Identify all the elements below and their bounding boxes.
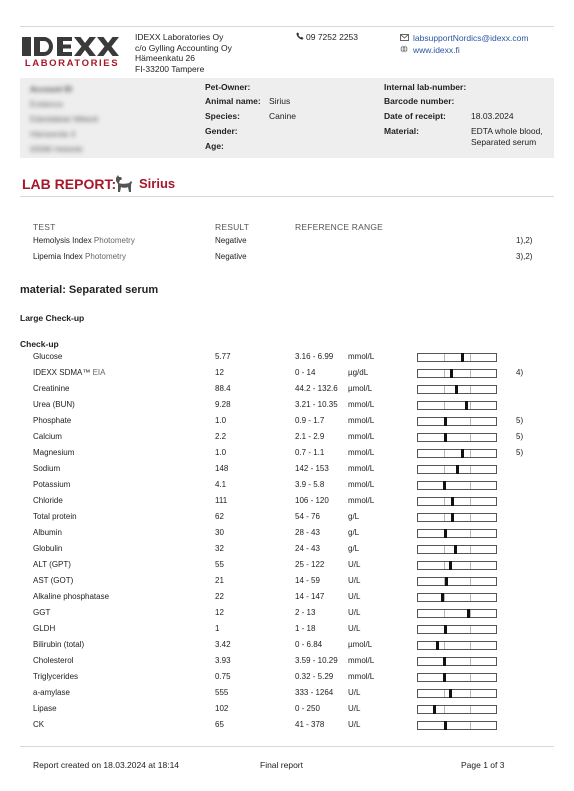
test-result: 9.28: [215, 400, 231, 409]
result-marker: [445, 577, 448, 586]
test-name: Chloride: [33, 496, 63, 505]
result-row: [0, 384, 574, 396]
test-reference-range: 3.16 - 6.99: [295, 352, 334, 361]
result-row: [0, 400, 574, 412]
test-unit: U/L: [348, 688, 361, 697]
email-link[interactable]: labsupportNordics@idexx.com: [413, 33, 529, 43]
result-marker: [456, 465, 459, 474]
result-row: [0, 432, 574, 444]
test-unit: mmol/L: [348, 416, 375, 425]
phone-number: 09 7252 2253: [306, 32, 358, 42]
range-bar: [417, 545, 497, 554]
range-tick: [444, 642, 445, 649]
test-result: 2.2: [215, 432, 227, 441]
report-status: Final report: [260, 760, 303, 770]
test-unit: µmol/L: [348, 384, 373, 393]
result-row: [0, 496, 574, 508]
range-tick: [470, 722, 471, 729]
result-marker: [449, 561, 452, 570]
range-tick: [444, 514, 445, 521]
result-row: [0, 640, 574, 652]
test-result: 148: [215, 464, 229, 473]
lab-address: [135, 32, 232, 74]
species-label: Species:: [205, 111, 240, 121]
range-bar: [417, 561, 497, 570]
test-result: 12: [215, 368, 224, 377]
account-address-redacted: [30, 82, 98, 157]
test-unit: U/L: [348, 560, 361, 569]
test-footnote: 5): [516, 416, 524, 425]
range-tick: [444, 450, 445, 457]
test-result: 111: [215, 496, 228, 505]
test-unit: mmol/L: [348, 480, 375, 489]
test-result: 3.93: [215, 656, 231, 665]
test-name: Calcium: [33, 432, 62, 441]
test-result: 30: [215, 528, 224, 537]
range-tick: [470, 386, 471, 393]
test-result: 55: [215, 560, 224, 569]
test-name: Sodium: [33, 464, 61, 473]
mail-icon: [400, 32, 413, 44]
range-tick: [444, 386, 445, 393]
test-method: EIA: [92, 368, 106, 377]
range-bar: [417, 705, 497, 714]
test-unit: mmol/L: [348, 432, 375, 441]
test-result: 88.4: [215, 384, 231, 393]
result-row: [0, 416, 574, 428]
test-unit: U/L: [348, 608, 361, 617]
range-tick: [470, 450, 471, 457]
result-marker: [449, 689, 452, 698]
test-unit: µg/dL: [348, 368, 369, 377]
test-name: a-amylase: [33, 688, 70, 697]
receipt-date-value: 18.03.2024: [471, 111, 514, 121]
range-tick: [444, 690, 445, 697]
range-bar: [417, 465, 497, 474]
range-bar: [417, 529, 497, 538]
test-name: GGT: [33, 608, 51, 617]
col-result-header: RESULT: [215, 222, 250, 232]
test-name: Phosphate: [33, 416, 72, 425]
lab-contact: [400, 32, 528, 56]
address-line: IDEXX Laboratories Oy: [135, 32, 224, 42]
test-name: ALT (GPT): [33, 560, 71, 569]
test-result: 102: [215, 704, 229, 713]
range-tick: [470, 690, 471, 697]
section-checkup: Check-up: [20, 339, 59, 349]
test-reference-range: 41 - 378: [295, 720, 325, 729]
address-line: Hämeenkatu 26: [135, 53, 196, 63]
test-reference-range: 0.32 - 5.29: [295, 672, 334, 681]
result-marker: [443, 673, 446, 682]
range-bar: [417, 481, 497, 490]
patient-info-block: [20, 78, 554, 158]
account-id: Account ID: [30, 85, 73, 94]
test-reference-range: 25 - 122: [295, 560, 325, 569]
result-marker: [451, 513, 454, 522]
test-result: 65: [215, 720, 224, 729]
test-unit: mmol/L: [348, 464, 375, 473]
range-bar: [417, 721, 497, 730]
address-line: FI-33200 Tampere: [135, 63, 205, 74]
test-name: Magnesium: [33, 448, 75, 457]
result-row: [0, 656, 574, 668]
test-reference-range: 14 - 147: [295, 592, 325, 601]
test-reference-range: 142 - 153: [295, 464, 329, 473]
test-result: 21: [215, 576, 224, 585]
range-bar: [417, 369, 497, 378]
result-row: [0, 512, 574, 524]
result-marker: [444, 417, 447, 426]
result-marker: [461, 353, 464, 362]
result-marker: [444, 529, 447, 538]
result-marker: [461, 449, 464, 458]
range-tick: [470, 626, 471, 633]
result-row: [0, 464, 574, 476]
range-tick: [470, 610, 471, 617]
range-tick: [444, 610, 445, 617]
result-row: [0, 368, 574, 380]
test-result: 555: [215, 688, 229, 697]
test-result: 32: [215, 544, 224, 553]
test-name: Cholesterol: [33, 656, 74, 665]
test-reference-range: 2 - 13: [295, 608, 316, 617]
test-method: Photometry: [85, 252, 126, 261]
address-line: c/o Gylling Accounting Oy: [135, 42, 232, 53]
test-unit: mmol/L: [348, 400, 375, 409]
range-tick: [444, 370, 445, 377]
result-marker: [455, 385, 458, 394]
phone-icon: [296, 32, 306, 42]
report-pet-name: Sirius: [139, 176, 176, 191]
test-reference-range: 0.9 - 1.7: [295, 416, 325, 425]
range-tick: [470, 370, 471, 377]
test-name: Lipase: [33, 704, 57, 713]
result-row: [0, 592, 574, 604]
result-row: [0, 448, 574, 460]
result-row: [0, 576, 574, 588]
test-result: 4.1: [215, 480, 227, 489]
range-tick: [470, 482, 471, 489]
test-unit: µmol/L: [348, 640, 373, 649]
species-value: Canine: [269, 111, 296, 121]
range-tick: [444, 466, 445, 473]
result-marker: [444, 721, 447, 730]
gender-label: Gender:: [205, 126, 238, 136]
lab-report-title: LAB REPORT:: [22, 176, 117, 192]
test-unit: U/L: [348, 592, 361, 601]
result-marker: [444, 625, 447, 634]
test-name: Globulin: [33, 544, 63, 553]
result-marker: [441, 593, 444, 602]
test-unit: U/L: [348, 720, 361, 729]
test-name: Total protein: [33, 512, 77, 521]
material-line: Separated serum: [471, 137, 537, 147]
range-tick: [470, 530, 471, 537]
pet-owner-label: Pet-Owner:: [205, 82, 251, 92]
test-result: 5.77: [215, 352, 231, 361]
test-unit: U/L: [348, 576, 361, 585]
website-link[interactable]: www.idexx.fi: [413, 45, 460, 55]
test-name: Alkaline phosphatase: [33, 592, 110, 601]
test-result: 3.42: [215, 640, 231, 649]
test-unit: mmol/L: [348, 672, 375, 681]
range-tick: [470, 498, 471, 505]
test-unit: g/L: [348, 512, 360, 521]
range-bar: [417, 609, 497, 618]
lab-phone: [296, 32, 358, 42]
result-row: [0, 688, 574, 700]
result-marker: [467, 609, 470, 618]
index-row: [0, 236, 574, 248]
test-reference-range: 54 - 76: [295, 512, 320, 521]
material-title: material: Separated serum: [20, 284, 159, 296]
range-tick: [470, 434, 471, 441]
test-reference-range: 3.21 - 10.35: [295, 400, 338, 409]
range-tick: [470, 658, 471, 665]
dog-icon: [113, 174, 135, 192]
test-reference-range: 3.59 - 10.29: [295, 656, 338, 665]
top-divider: [20, 26, 554, 27]
test-reference-range: 0 - 250: [295, 704, 320, 713]
test-name: Creatinine: [33, 384, 70, 393]
result-row: [0, 672, 574, 684]
test-result: 12: [215, 608, 224, 617]
material-line: EDTA whole blood,: [471, 126, 543, 136]
lab-number-label: Internal lab-number:: [384, 82, 467, 92]
account-line: Hämeentie 4: [30, 130, 76, 139]
range-tick: [444, 562, 445, 569]
account-line: Eläinlääkäri Mikkeli: [30, 115, 99, 124]
result-marker: [444, 433, 447, 442]
test-reference-range: 14 - 59: [295, 576, 320, 585]
test-result: 1: [215, 624, 220, 633]
material-label: Material:: [384, 126, 419, 136]
test-name: Lipemia Index Photometry: [33, 252, 126, 261]
range-bar: [417, 497, 497, 506]
test-unit: g/L: [348, 544, 360, 553]
test-result: Negative: [215, 236, 247, 245]
test-reference-range: 3.9 - 5.8: [295, 480, 325, 489]
index-row: [0, 252, 574, 264]
range-tick: [470, 546, 471, 553]
result-marker: [450, 369, 453, 378]
test-result: 1.0: [215, 416, 227, 425]
test-name: Albumin: [33, 528, 62, 537]
range-tick: [444, 706, 445, 713]
test-reference-range: 0 - 14: [295, 368, 316, 377]
test-name: Potassium: [33, 480, 71, 489]
range-bar: [417, 513, 497, 522]
result-row: [0, 528, 574, 540]
range-tick: [470, 562, 471, 569]
result-marker: [433, 705, 436, 714]
test-result: 62: [215, 512, 224, 521]
range-bar: [417, 689, 497, 698]
col-test-header: TEST: [33, 222, 56, 232]
test-footnote: 5): [516, 432, 524, 441]
test-unit: U/L: [348, 704, 361, 713]
result-marker: [443, 481, 446, 490]
material-value: [471, 126, 543, 148]
range-bar: [417, 577, 497, 586]
test-unit: mmol/L: [348, 496, 375, 505]
test-reference-range: 2.1 - 2.9: [295, 432, 325, 441]
range-tick: [470, 642, 471, 649]
result-marker: [454, 545, 457, 554]
test-name: CK: [33, 720, 45, 729]
test-reference-range: 1 - 18: [295, 624, 316, 633]
test-name: Glucose: [33, 352, 63, 361]
test-reference-range: 28 - 43: [295, 528, 320, 537]
range-tick: [470, 594, 471, 601]
result-row: [0, 720, 574, 732]
range-bar: [417, 353, 497, 362]
test-name: GLDH: [33, 624, 56, 633]
test-result: 22: [215, 592, 224, 601]
col-reference-header: REFERENCE RANGE: [295, 222, 384, 232]
test-reference-range: 0.7 - 1.1: [295, 448, 325, 457]
receipt-date-label: Date of receipt:: [384, 111, 446, 121]
test-name: IDEXX SDMA™ EIA: [33, 368, 106, 377]
result-marker: [443, 657, 446, 666]
test-reference-range: 0 - 6.84: [295, 640, 323, 649]
test-name: Triglycerides: [33, 672, 79, 681]
age-label: Age:: [205, 141, 224, 151]
test-unit: mmol/L: [348, 352, 375, 361]
range-bar: [417, 401, 497, 410]
account-line: 00580 Helsinki: [30, 145, 83, 154]
range-tick: [444, 546, 445, 553]
test-result: Negative: [215, 252, 247, 261]
test-name: Hemolysis Index Photometry: [33, 236, 135, 245]
range-tick: [470, 514, 471, 521]
result-row: [0, 544, 574, 556]
test-reference-range: 24 - 43: [295, 544, 320, 553]
test-unit: U/L: [348, 624, 361, 633]
range-tick: [444, 498, 445, 505]
result-marker: [451, 497, 454, 506]
result-row: [0, 624, 574, 636]
test-unit: mmol/L: [348, 656, 375, 665]
range-bar: [417, 593, 497, 602]
range-tick: [470, 418, 471, 425]
range-tick: [444, 354, 445, 361]
range-bar: [417, 673, 497, 682]
range-tick: [444, 402, 445, 409]
idexx-logo-mark: [22, 36, 122, 58]
result-row: [0, 480, 574, 492]
test-reference-range: 333 - 1264: [295, 688, 334, 697]
test-name: Urea (BUN): [33, 400, 75, 409]
range-bar: [417, 385, 497, 394]
range-bar: [417, 657, 497, 666]
range-tick: [470, 706, 471, 713]
range-tick: [470, 674, 471, 681]
result-row: [0, 704, 574, 716]
test-name: AST (GOT): [33, 576, 74, 585]
result-row: [0, 352, 574, 364]
range-bar: [417, 433, 497, 442]
globe-icon: [400, 44, 413, 56]
test-result: 1.0: [215, 448, 227, 457]
barcode-label: Barcode number:: [384, 96, 455, 106]
result-marker: [465, 401, 468, 410]
result-marker: [436, 641, 439, 650]
section-large-checkup: Large Check-up: [20, 313, 85, 323]
range-bar: [417, 417, 497, 426]
page-number: Page 1 of 3: [461, 760, 505, 770]
account-line: Evidence: [30, 100, 63, 109]
range-tick: [470, 354, 471, 361]
test-reference-range: 44.2 - 132.6: [295, 384, 338, 393]
range-tick: [470, 578, 471, 585]
report-created: Report created on 18.03.2024 at 18:14: [33, 760, 180, 770]
title-divider: [20, 196, 554, 197]
result-row: [0, 608, 574, 620]
animal-name-label: Animal name:: [205, 96, 261, 106]
animal-name-value: Sirius: [269, 96, 291, 106]
footer-divider: [20, 746, 554, 747]
range-bar: [417, 625, 497, 634]
range-bar: [417, 449, 497, 458]
idexx-logo: [22, 36, 122, 70]
test-footnote: 3),2): [516, 252, 533, 261]
range-bar: [417, 641, 497, 650]
test-footnote: 4): [516, 368, 524, 377]
test-footnote: 5): [516, 448, 524, 457]
test-reference-range: 106 - 120: [295, 496, 329, 505]
test-unit: g/L: [348, 528, 360, 537]
test-footnote: 1),2): [516, 236, 533, 245]
test-unit: mmol/L: [348, 448, 375, 457]
test-result: 0.75: [215, 672, 231, 681]
result-row: [0, 560, 574, 572]
test-name: Bilirubin (total): [33, 640, 85, 649]
range-tick: [470, 466, 471, 473]
range-tick: [470, 402, 471, 409]
test-method: Photometry: [93, 236, 135, 245]
logo-subtitle: LABORATORIES: [24, 58, 120, 69]
